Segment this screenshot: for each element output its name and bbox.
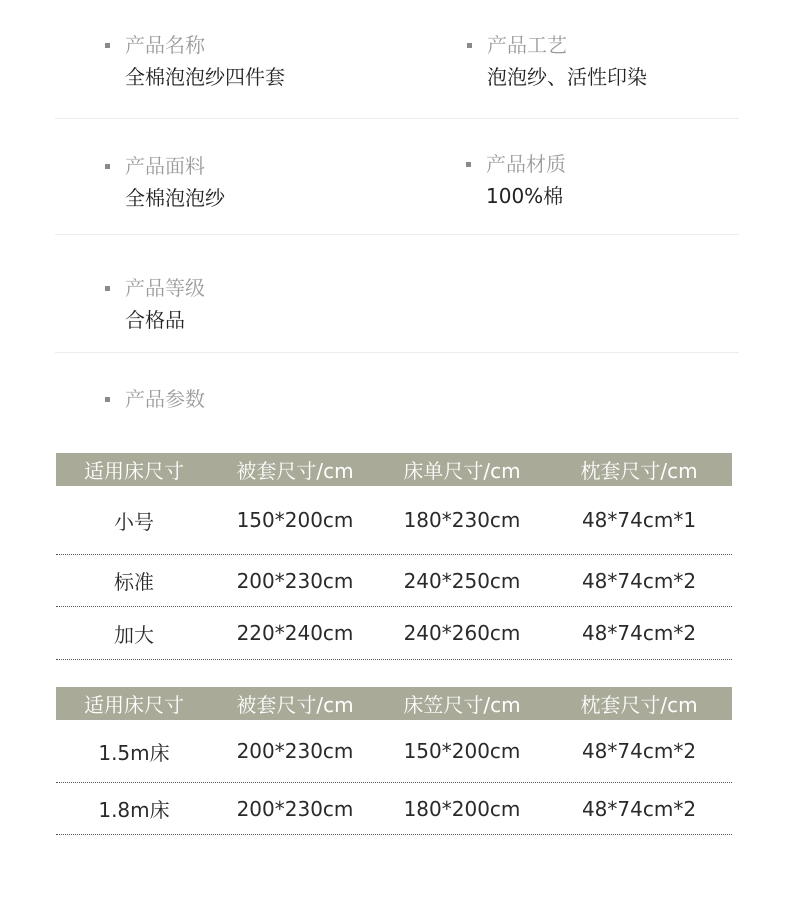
spec-product-material	[486, 151, 566, 209]
table-cell: 150*200cm	[403, 739, 521, 763]
spec-product-grade	[125, 275, 205, 333]
table-cell: 48*74cm*2	[581, 796, 697, 821]
spec-product-name	[125, 32, 285, 90]
table-cell: 48*74cm*2	[581, 621, 697, 645]
bullet-icon	[105, 43, 110, 48]
table-row	[56, 555, 732, 607]
divider	[55, 118, 739, 119]
spec-label: 产品工艺	[487, 33, 567, 57]
spec-product-fabric	[125, 153, 225, 211]
table-row	[56, 486, 732, 555]
spec-value: 100%棉	[486, 184, 564, 208]
table-cell: 240*260cm	[403, 621, 521, 645]
table-cell: 1.5m床	[98, 740, 170, 765]
table-row	[56, 720, 732, 783]
bullet-icon	[466, 162, 471, 167]
table-cell: 200*230cm	[236, 568, 354, 593]
size-table-1	[56, 453, 732, 660]
table-cell: 200*230cm	[236, 796, 354, 821]
bullet-icon	[105, 397, 110, 402]
table-cell: 加大	[114, 622, 154, 647]
table-cell: 180*230cm	[403, 508, 521, 532]
params-label: 产品参数	[125, 387, 205, 411]
divider	[55, 234, 739, 235]
table-cell: 1.8m床	[98, 798, 170, 822]
table-header	[56, 453, 732, 486]
table-cell: 48*74cm*2	[581, 739, 697, 763]
spec-value: 合格品	[125, 308, 185, 332]
spec-label: 产品材质	[486, 152, 566, 176]
size-table-2	[56, 687, 732, 835]
header-cell: 床单尺寸/cm	[403, 459, 521, 483]
table-cell: 标准	[114, 570, 154, 594]
table-row	[56, 607, 732, 660]
divider	[55, 352, 739, 353]
spec-product-craft	[487, 32, 647, 90]
table-cell: 48*74cm*2	[581, 568, 697, 593]
header-cell: 床笠尺寸/cm	[403, 693, 521, 717]
header-cell: 适用床尺寸	[84, 693, 184, 717]
spec-value: 全棉泡泡纱	[125, 186, 225, 210]
header-cell: 枕套尺寸/cm	[580, 693, 698, 717]
table-cell: 48*74cm*1	[581, 508, 697, 532]
header-cell: 枕套尺寸/cm	[580, 459, 698, 483]
bullet-icon	[467, 43, 472, 48]
spec-value: 泡泡纱、活性印染	[487, 65, 647, 89]
table-row	[56, 783, 732, 835]
header-cell: 适用床尺寸	[84, 459, 184, 483]
bullet-icon	[105, 286, 110, 291]
spec-value: 全棉泡泡纱四件套	[125, 65, 285, 89]
spec-label: 产品等级	[125, 276, 205, 300]
table-cell: 150*200cm	[236, 508, 354, 532]
table-cell: 220*240cm	[236, 621, 354, 645]
table-cell: 180*200cm	[403, 796, 521, 821]
table-cell: 200*230cm	[236, 739, 354, 763]
header-cell: 被套尺寸/cm	[236, 693, 354, 717]
table-header	[56, 687, 732, 720]
spec-label: 产品面料	[125, 154, 205, 178]
table-cell: 小号	[114, 509, 154, 534]
bullet-icon	[105, 164, 110, 169]
table-cell: 240*250cm	[403, 568, 521, 593]
params-heading	[125, 386, 205, 412]
spec-label: 产品名称	[125, 33, 205, 57]
header-cell: 被套尺寸/cm	[236, 459, 354, 483]
